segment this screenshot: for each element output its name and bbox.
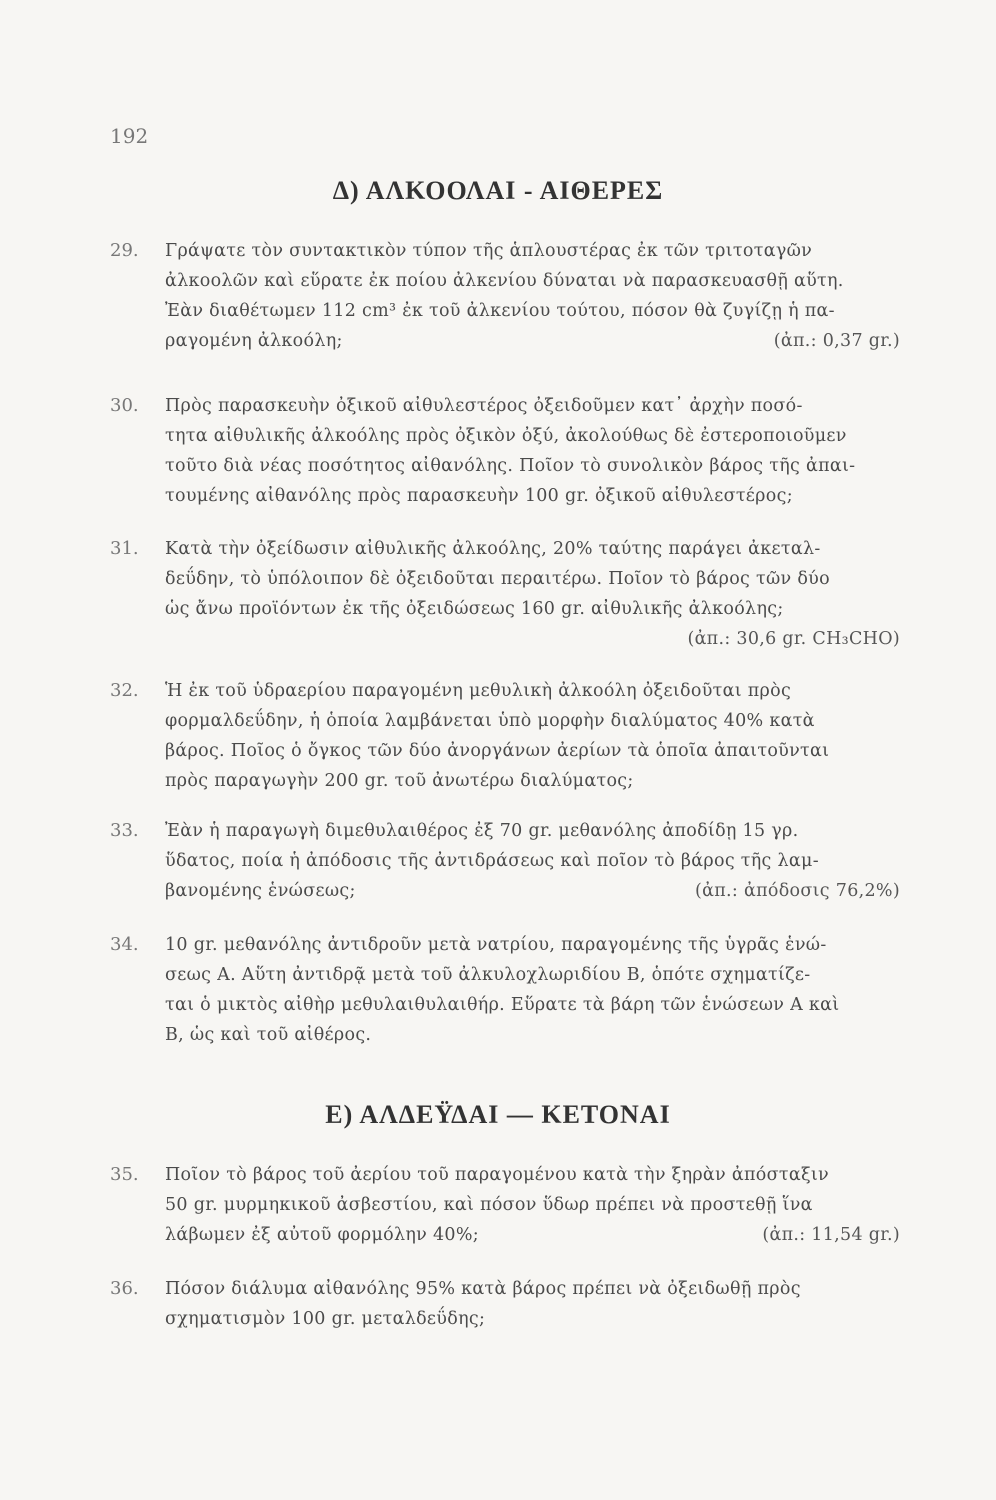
problem-line: Κατὰ τὴν ὀξείδωσιν αἰθυλικῆς ἀλκοόλης, 20% ταύτης παράγει ἀκεταλ- [165, 539, 821, 559]
problem-number: 31. [110, 538, 139, 559]
problem-number: 35. [110, 1164, 139, 1185]
problem-line: Γράψατε τὸν συντακτικὸν τύπον τῆς ἁπλουστέρας ἐκ τῶν τριτοταγῶν [165, 241, 813, 261]
problem-line: Β, ὡς καὶ τοῦ αἰθέρος. [165, 1025, 372, 1045]
answer: (ἀπ.: 0,37 gr.) [773, 331, 900, 351]
problem-line: Ἡ ἐκ τοῦ ὑδραερίου παραγομένη μεθυλικὴ ἀλκοόλη ὀξειδοῦται πρὸς [165, 681, 792, 701]
answer: (ἀπ.: ἀπόδοσις 76,2%) [695, 881, 900, 901]
problem-line: βανομένης ἑνώσεως; (ἀπ.: ἀπόδοσις 76,2%) [165, 876, 900, 906]
problem-number: 34. [110, 934, 139, 955]
answer: (ἀπ.: 30,6 gr. CH₃CHO) [687, 629, 900, 649]
problem-line: ὡς ἄνω προϊόντων ἐκ τῆς ὀξειδώσεως 160 gr. αἰθυλικῆς ἀλκοόλης; [165, 599, 784, 619]
problem-line: Ποῖον τὸ βάρος τοῦ ἀερίου τοῦ παραγομένου κατὰ τὴν ξηρὰν ἀπόσταξιν [165, 1165, 829, 1185]
section-title-alcohols-ethers: Δ) ΑΛΚΟΟΛΑΙ - ΑΙΘΕΡΕΣ [332, 176, 664, 205]
problem-line: πρὸς παραγωγὴν 200 gr. τοῦ ἀνωτέρω διαλύματος; [165, 771, 634, 791]
problem-number: 33. [110, 820, 139, 841]
problem-line: 50 gr. μυρμηκικοῦ ἀσβεστίου, καὶ πόσον ὕδωρ πρέπει νὰ προστεθῇ ἵνα [165, 1195, 813, 1215]
problem-line: σεως Α. Αὕτη ἀντιδρᾷ μετὰ τοῦ ἀλκυλοχλωριδίου Β, ὁπότε σχηματίζε- [165, 965, 811, 985]
problem-number: 36. [110, 1278, 139, 1299]
problem-line [165, 624, 900, 654]
problem-line: λάβωμεν ἐξ αὐτοῦ φορμόλην 40%; (ἀπ.: 11,54 gr.) [165, 1220, 900, 1250]
problem-line: τοῦτο διὰ νέας ποσότητος αἰθανόλης. Ποῖον τὸ συνολικὸν βάρος τῆς ἀπαι- [165, 456, 856, 476]
problem-line: βάρος. Ποῖος ὁ ὄγκος τῶν δύο ἀνοργάνων ἀερίων τὰ ὁποῖα ἀπαιτοῦνται [165, 741, 830, 761]
problem-number: 32. [110, 680, 139, 701]
page-number: 192 [110, 124, 149, 148]
problem-number: 30. [110, 395, 139, 416]
problem-line: τητα αἰθυλικῆς ἀλκοόλης πρὸς ὀξικὸν ὀξύ, ἀκολούθως δὲ ἐστεροποιοῦμεν [165, 426, 847, 446]
answer: (ἀπ.: 11,54 gr.) [762, 1225, 900, 1245]
problem-line: ται ὁ μικτὸς αἰθὴρ μεθυλαιθυλαιθήρ. Εὕρατε τὰ βάρη τῶν ἑνώσεων Α καὶ [165, 995, 840, 1015]
problem-line: φορμαλδεΰδην, ἡ ὁποία λαμβάνεται ὑπὸ μορφὴν διαλύματος 40% κατὰ [165, 711, 815, 731]
problem-line: 10 gr. μεθανόλης ἀντιδροῦν μετὰ νατρίου, παραγομένης τῆς ὑγρᾶς ἑνώ- [165, 935, 827, 955]
problem-line: ραγομένη ἀλκοόλη; (ἀπ.: 0,37 gr.) [165, 326, 900, 356]
problem-line: ἀλκοολῶν καὶ εὕρατε ἐκ ποίου ἀλκενίου δύναται νὰ παρασκευασθῇ αὕτη. [165, 271, 844, 291]
problem-line: σχηματισμὸν 100 gr. μεταλδεΰδης; [165, 1309, 486, 1329]
problem-line: Πρὸς παρασκευὴν ὀξικοῦ αἰθυλεστέρος ὀξειδοῦμεν κατ᾽ ἀρχὴν ποσό- [165, 396, 803, 416]
problem-line: Πόσον διάλυμα αἰθανόλης 95% κατὰ βάρος πρέπει νὰ ὀξειδωθῇ πρὸς [165, 1279, 801, 1299]
problem-line: δεΰδην, τὸ ὑπόλοιπον δὲ ὀξειδοῦται περαιτέρω. Ποῖον τὸ βάρος τῶν δύο [165, 569, 830, 589]
section-title-aldehydes-ketones: Ε) ΑΛΔΕΫΔΑΙ — ΚΕΤΟΝΑΙ [325, 1100, 671, 1129]
problem-line: Ἐὰν διαθέτωμεν 112 cm³ ἐκ τοῦ ἀλκενίου τούτου, πόσον θὰ ζυγίζῃ ἡ πα- [165, 301, 835, 321]
problem-number: 29. [110, 240, 139, 261]
problem-line: τουμένης αἰθανόλης πρὸς παρασκευὴν 100 gr. ὀξικοῦ αἰθυλεστέρος; [165, 486, 793, 506]
problem-line: Ἐὰν ἡ παραγωγὴ διμεθυλαιθέρος ἐξ 70 gr. μεθανόλης ἀποδίδῃ 15 γρ. [165, 821, 799, 841]
problem-line: ὕδατος, ποία ἡ ἀπόδοσις τῆς ἀντιδράσεως καὶ ποῖον τὸ βάρος τῆς λαμ- [165, 851, 819, 871]
